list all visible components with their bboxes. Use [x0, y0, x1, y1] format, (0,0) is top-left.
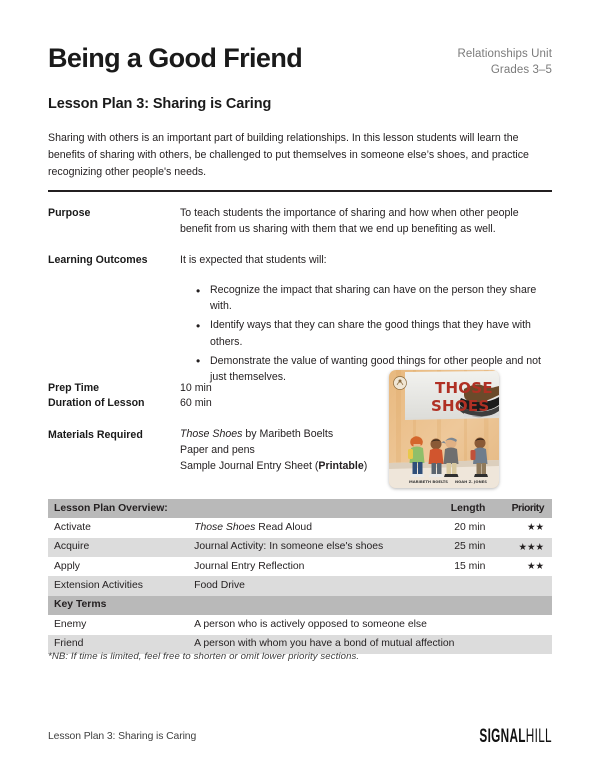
page-title: Being a Good Friend [48, 43, 303, 73]
document-footer [48, 727, 552, 746]
row-activity-desc [188, 557, 421, 576]
book-illustrator-credit: NOAH Z. JONES [455, 480, 488, 484]
table-section-header-overview [48, 499, 552, 518]
row-length: 20 min [421, 518, 496, 537]
learning-outcomes-label: Learning Outcomes [48, 253, 148, 266]
timing-block [48, 381, 388, 412]
materials-line-1 [180, 427, 388, 443]
grades-label: Grades 3–5 [490, 63, 552, 76]
footer-lesson-label: Lesson Plan 3: Sharing is Caring [48, 731, 197, 742]
purpose-row [48, 205, 552, 238]
overview-header-spacer [188, 499, 421, 518]
outcomes-list [180, 282, 552, 385]
row-priority-stars [495, 576, 552, 595]
row-length: 25 min [421, 538, 496, 557]
outcomes-intro: It is expected that students will: [180, 253, 327, 266]
duration-value: 60 min [180, 397, 212, 410]
term-name: Friend [48, 635, 188, 654]
row-desc-rest: Journal Entry Reflection [194, 560, 305, 572]
list-item: • Identify ways that they can share the good things that they have with others. [196, 317, 552, 349]
term-definition: A person with whom you have a bond of mutual affection [188, 635, 552, 654]
prep-time-label: Prep Time [48, 382, 100, 394]
learning-outcomes-row [48, 252, 552, 388]
list-item: • Recognize the impact that sharing can have on the person they share with. [196, 282, 552, 314]
materials-block [48, 427, 388, 475]
lesson-intro-paragraph: Sharing with others is an important part of building relationships. In this lesson students will learn the benefits of sharing with others, be challenged to put themselves in someone else’s shoes, and practice recognizing other people's needs. [48, 132, 529, 179]
book-title-italic: Those Shoes [180, 428, 243, 440]
row-activity-name: Activate [48, 518, 188, 537]
book-author: by Maribeth Boelts [242, 428, 334, 440]
footnote-text: *NB: If time is limited, feel free to shorten or omit lower priority sections. [48, 651, 360, 662]
row-activity-desc [188, 576, 421, 595]
materials-line-2: Paper and pens [180, 443, 255, 456]
printable-prefix: Sample Journal Entry Sheet ( [180, 459, 319, 472]
row-activity-name: Apply [48, 557, 188, 576]
key-terms-spacer-c [421, 596, 496, 615]
term-definition: A person who is actively opposed to someone else [188, 615, 552, 634]
logo-signal: SIGNAL [479, 726, 526, 747]
logo-hill: HILL [525, 726, 552, 747]
table-row [48, 538, 552, 557]
book-author-credit: MARIBETH BOELTS [409, 480, 448, 484]
book-title-line1: THOSE [435, 379, 493, 397]
row-priority-stars: ★★ [495, 518, 552, 537]
length-column-header: Length [421, 499, 496, 518]
row-activity-name: Extension Activities [48, 576, 188, 595]
table-row [48, 518, 552, 537]
printable-suffix: ) [363, 459, 368, 472]
printable-link[interactable]: Printable [318, 459, 364, 472]
header-meta [458, 44, 553, 78]
priority-column-header: Priority [495, 499, 552, 518]
row-activity-name: Acquire [48, 538, 188, 557]
row-length: 15 min [421, 557, 496, 576]
key-terms-spacer-b [188, 596, 421, 615]
key-terms-spacer-d [495, 596, 552, 615]
row-desc-rest: Food Drive [194, 579, 245, 591]
overview-header-label: Lesson Plan Overview: [48, 499, 188, 518]
learning-outcomes-body [180, 252, 552, 388]
list-item: • Demonstrate the value of wanting good things for other people and not just themselves. [196, 353, 552, 385]
book-cover-image [389, 370, 499, 488]
header-divider [48, 190, 552, 192]
book-title-line2: SHOES [431, 397, 490, 415]
purpose-text: To teach students the importance of sharing and how when other people benefit from us sharing with them that we end up benefiting as well. [180, 207, 519, 236]
row-desc-rest: Journal Activity: In someone else's shoes [194, 541, 384, 553]
duration-row [48, 396, 388, 411]
document-header [48, 44, 552, 78]
prep-time-row [48, 381, 388, 396]
row-activity-desc [188, 538, 421, 557]
table-row [48, 576, 552, 595]
prep-time-value: 10 min [180, 382, 212, 394]
row-priority-stars: ★★ [495, 557, 552, 576]
materials-value [180, 427, 388, 475]
unit-label: Relationships Unit [457, 48, 552, 60]
row-desc-italic: Those Shoes [194, 521, 256, 533]
key-terms-header-label: Key Terms [48, 596, 188, 615]
table-row [48, 615, 552, 634]
materials-row [48, 427, 388, 475]
book-cover-illustration [389, 370, 499, 488]
row-priority-stars: ★★★ [495, 538, 552, 557]
signalhill-logo [480, 727, 552, 746]
lesson-plan-overview-table [48, 499, 552, 654]
row-activity-desc [188, 518, 421, 537]
term-name: Enemy [48, 615, 188, 634]
purpose-label: Purpose [48, 207, 91, 219]
materials-label: Materials Required [48, 429, 143, 441]
lesson-subtitle: Lesson Plan 3: Sharing is Caring [48, 96, 272, 112]
row-length [421, 576, 496, 595]
duration-label: Duration of Lesson [48, 397, 145, 410]
table-section-header-key-terms [48, 596, 552, 615]
row-desc-rest: Read Aloud [255, 521, 312, 533]
table-row [48, 557, 552, 576]
materials-line-3 [180, 459, 388, 475]
